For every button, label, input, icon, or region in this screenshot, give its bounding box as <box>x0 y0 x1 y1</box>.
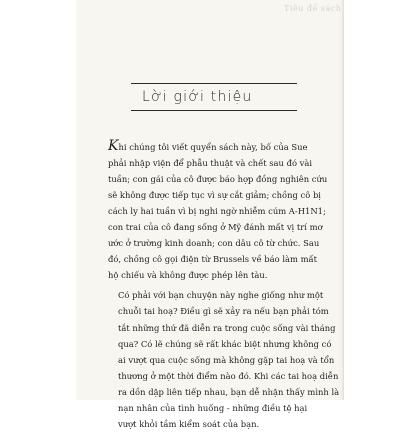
paragraph-2-line: thương ở một thời điểm nào đó. Khi các tai hoạ diễn <box>118 370 339 381</box>
paragraph-2-line: ai vượt qua cuộc sống mà không gặp tai hoạ và tổn <box>118 354 335 365</box>
body-text <box>108 138 340 432</box>
paragraph-1-line <box>108 139 324 155</box>
paragraph-2-line: nạn nhân của tình huống - những điều tệ hại <box>118 402 308 413</box>
paragraph-1-line-text: hi chúng tôi viết quyển sách này, bố của Sue <box>118 142 308 152</box>
paragraph-1-line: đó, chồng cô gọi điện từ Brussels về báo làm mất <box>108 254 318 265</box>
paragraph-1-line: con trai của cô đang sống ở Mỹ đánh mất vị trí mơ <box>108 222 323 233</box>
paragraph-2-line: ra dồn dập liên tiếp nhau, bạn dễ nhận thấy mình là <box>118 386 340 397</box>
paragraph-1-line: sẽ không được tiếp tục vì sự cắt giảm; chồng cô bị <box>108 190 321 201</box>
heading-frame <box>131 83 297 111</box>
paragraph-1-line: phải nhập viện để phẫu thuật và chết sau đó vài <box>108 158 313 169</box>
paragraph-1-line: cách ly hai tuần vì bị nghi ngờ nhiễm cúm A-H1N1; <box>108 206 326 217</box>
paragraph-1-line: tuần; con gái của cô được báo hợp đồng nghiên cứu <box>108 174 328 185</box>
page-footer-ornament <box>264 390 278 399</box>
paragraph-2-line: Có phải với bạn chuyện này nghe giống như một <box>118 290 324 301</box>
paragraph-2-line: chuỗi tai hoạ? Điều gì sẽ xảy ra nếu bạn phải tóm <box>118 306 329 317</box>
paragraph-2-line: vượt khỏi tầm kiểm soát của bạn. <box>118 418 260 429</box>
bleed-through-text: Tiêu đề sách <box>284 4 342 13</box>
paragraph-2 <box>108 287 340 431</box>
paragraph-1-line: hộ chiếu và không được phép lên tàu. <box>108 270 268 281</box>
paragraph-1-line: ước ở trường kinh doanh; con dâu cô từ chức. Sau <box>108 238 320 249</box>
book-page <box>76 0 344 429</box>
paragraph-2-line: tắt những thứ đã diễn ra trong cuộc sống vài tháng <box>118 322 336 333</box>
page-heading: Lời giới thiệu <box>142 89 253 105</box>
paragraph-1 <box>108 138 328 283</box>
paragraph-2-line: qua? Có lẽ chúng sẽ rất khác biệt nhưng không có <box>118 338 332 349</box>
drop-cap: K <box>108 138 119 154</box>
